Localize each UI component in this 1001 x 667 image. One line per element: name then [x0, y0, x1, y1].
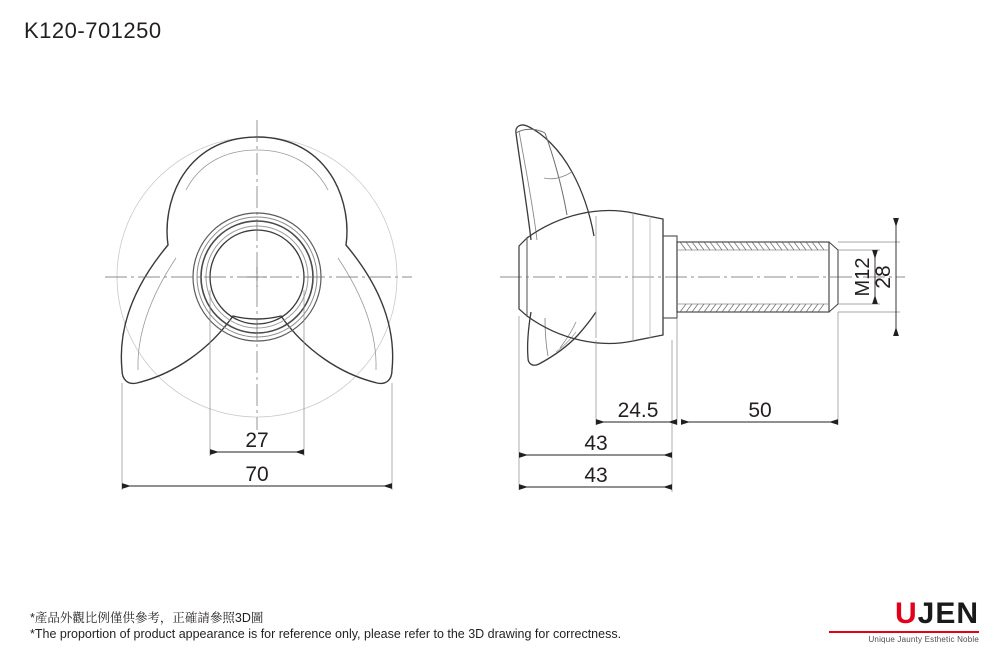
handle-arm-upper-tip: [516, 129, 545, 133]
dim-label-70: 70: [245, 463, 269, 486]
dimension-27: [210, 429, 304, 452]
handle-arm-upper-outline: [516, 125, 594, 240]
side-view: [500, 125, 905, 492]
handle-arm-lower-rib: [545, 318, 548, 356]
dim-label-24-5: 24.5: [617, 399, 659, 422]
dim-label-m12: M12: [852, 257, 874, 297]
dimension-24-5: [596, 399, 677, 422]
dim-label-43-lower: 43: [584, 464, 608, 487]
logo-letter-u: U: [894, 597, 918, 630]
dim-label-28: 28: [872, 265, 895, 289]
dimension-28: [872, 218, 896, 336]
dimension-43-upper: [519, 432, 672, 455]
front-view: [105, 120, 412, 490]
handle-arm-upper-rib: [545, 133, 567, 215]
page-title: K120-701250: [24, 18, 162, 43]
dim-label-27: 27: [245, 429, 269, 452]
note-english: *The proportion of product appearance is for reference only, please refer to the 3D drawing for correctness.: [30, 627, 622, 641]
logo-wordmark: [829, 599, 979, 629]
note-chinese: *產品外觀比例僅供參考，正確請參照3D圖: [30, 611, 264, 625]
logo-divider: [829, 631, 979, 633]
handle-arm-upper-inner: [519, 131, 537, 240]
dimension-50: [681, 399, 838, 422]
logo-tagline: Unique Jaunty Esthetic Noble: [868, 635, 979, 644]
lobe-left-shade: [138, 258, 176, 370]
handle-arm-lower-edge: [556, 332, 576, 352]
company-logo: [829, 599, 979, 647]
dimension-70: [122, 463, 392, 486]
dim-label-50: 50: [748, 399, 772, 422]
logo-letters-jen: JEN: [917, 597, 979, 630]
handle-arm-lower-outline: [528, 312, 596, 365]
dim-label-43-upper: 43: [584, 432, 608, 455]
dimension-43-lower: [519, 464, 672, 487]
lobe-right-shade: [338, 258, 376, 370]
